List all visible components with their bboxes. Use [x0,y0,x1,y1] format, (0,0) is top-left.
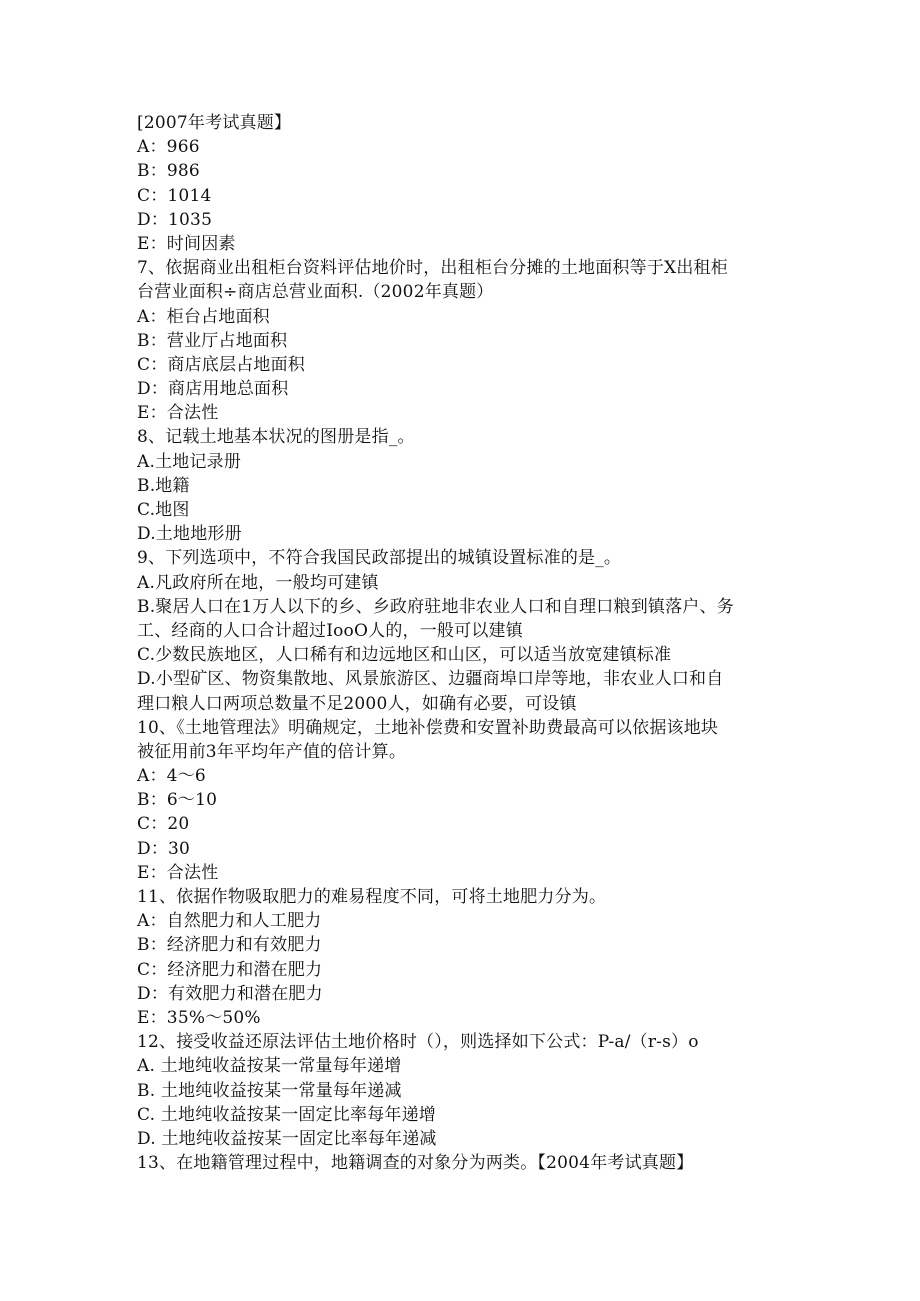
text-line: E：合法性 [137,403,219,424]
text-line: 13、在地籍管理过程中，地籍调查的对象分为两类。【2004年考试真题】 [137,1153,694,1174]
text-line: A.土地记录册 [137,451,242,472]
text-line: C：经济肥力和潜在肥力 [137,959,323,980]
text-line: 10、《土地管理法》明确规定，土地补偿费和安置补助费最高可以依据该地块 [137,717,719,738]
text-line: 台营业面积÷商店总营业面积.（2002年真题） [137,282,494,303]
text-line: 7、依据商业出租柜台资料评估地价时，出租柜台分摊的土地面积等于X出租柜 [137,258,728,279]
text-line: A：柜台占地面积 [137,306,270,327]
text-line: A.凡政府所在地，一般均可建镇 [137,572,379,593]
text-line: B.地籍 [137,475,190,496]
text-line: [2007年考试真题】 [137,113,292,133]
text-line: C.地图 [137,500,190,520]
text-line: 9、下列选项中，不符合我国民政部提出的城镇设置标准的是_。 [137,548,622,569]
text-line: B：营业厅占地面积 [137,330,288,351]
text-line: C. 土地纯收益按某一固定比率每年递增 [137,1104,437,1125]
text-line: 12、接受收益还原法评估土地价格时（），则选择如下公式：P-a/（r-s）o [137,1032,699,1053]
text-line: D.土地地形册 [137,524,242,545]
text-line: C.少数民族地区，人口稀有和边远地区和山区，可以适当放宽建镇标准 [137,645,672,666]
text-line: C：1014 [137,185,212,206]
text-line: E：合法性 [137,862,219,883]
text-line: D. 土地纯收益按某一固定比率每年递减 [137,1128,437,1149]
text-line: D：有效肥力和潜在肥力 [137,983,323,1004]
text-line: 11、依据作物吸取肥力的难易程度不同，可将土地肥力分为。 [137,887,607,907]
text-line: B.聚居人口在1万人以下的乡、乡政府驻地非农业人口和自理口粮到镇落户、务 [137,596,734,617]
text-line: D：1035 [137,209,213,230]
text-line: 被征用前3年平均年产值的倍计算。 [137,741,407,762]
text-line: 理口粮人口两项总数量不足2000人，如确有必要，可设镇 [137,693,577,714]
text-line: C：20 [137,814,190,835]
text-line: B：经济肥力和有效肥力 [137,935,322,956]
text-line: E：时间因素 [137,233,236,254]
text-line: B. 土地纯收益按某一常量每年递减 [137,1080,402,1101]
text-line: A：自然肥力和人工肥力 [137,911,322,932]
text-line: A. 土地纯收益按某一常量每年递增 [137,1056,402,1077]
text-line: C：商店底层占地面积 [137,354,306,375]
text-line: B：986 [137,161,200,182]
text-line: A：4～6 [137,766,206,787]
text-line: 8、记载土地基本状况的图册是指_。 [137,427,415,448]
text-line: D：30 [137,838,191,859]
text-line: D.小型矿区、物资集散地、风景旅游区、边疆商埠口岸等地，非农业人口和自 [137,669,724,690]
text-line: D：商店用地总面积 [137,379,289,400]
text-line: B：6～10 [137,790,218,811]
text-line: 工、经商的人口合计超过IooO人的，一般可以建镇 [137,620,523,641]
document-body [137,111,797,1175]
text-line: E：35%～50% [137,1007,261,1028]
text-line: A：966 [137,137,200,158]
